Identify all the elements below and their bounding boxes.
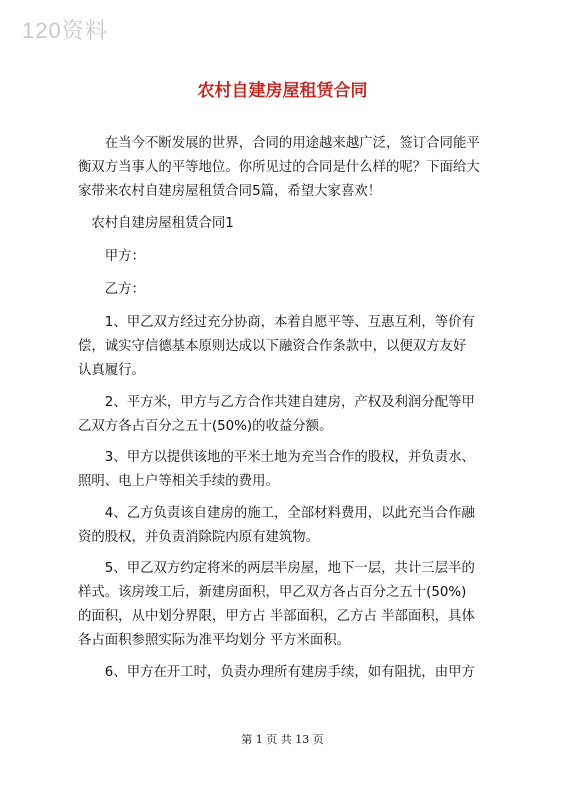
paragraph-line: 照明、电上户等相关手续的费用。 [78, 474, 279, 489]
page-number: 第 1 页 共 13 页 [241, 733, 324, 746]
watermark-logo: 120资料 [22, 18, 108, 43]
paragraph-line: 的面积，从中划分界限，甲方占 半部面积，乙方占 半部面积，具体 [78, 609, 475, 624]
paragraph-line: 甲方： [104, 249, 145, 264]
paragraph-line: 6、甲方在开工时，负责办理所有建房手续，如有阻扰，由甲方 [104, 664, 475, 680]
paragraph-line: 家带来农村自建房屋租赁合同5篇，希望大家喜欢！ [78, 184, 382, 199]
paragraph-line: 农村自建房屋租赁合同1 [91, 216, 234, 231]
paragraph-line: 在当今不断发展的世界，合同的用途越来越广泛，签订合同能平 [104, 136, 480, 151]
paragraph-line: 偿，诚实守信德基本原则达成以下融资合作条款中，以便双方友好 [78, 339, 467, 354]
paragraph-line: 认真履行。 [78, 363, 145, 378]
document-title: 农村自建房屋租赁合同 [197, 81, 368, 101]
document-body [78, 132, 490, 692]
paragraph-line: 样式。该房竣工后，新建房面积，甲乙双方各占百分之五十(50%) [78, 585, 467, 600]
paragraph-line: 衡双方当事人的平等地位。你所见过的合同是什么样的呢？下面给大 [78, 160, 480, 175]
paragraph-line: 1、甲乙双方经过充分协商，本着自愿平等、互惠互利，等价有 [104, 315, 475, 330]
paragraph-line: 乙方： [104, 282, 145, 297]
paragraph-line: 各占面积参照实际为准平均划分 平方米面积。 [78, 633, 351, 648]
paragraph-line: 2、平方米，甲方与乙方合作共建自建房，产权及利润分配等甲 [104, 394, 475, 410]
paragraph-line: 乙双方各占百分之五十(50%)的收益分额。 [78, 418, 333, 434]
paragraph-line: 5、甲乙双方约定将米的两层半房屋，地下一层，共计三层半的 [104, 561, 475, 576]
paragraph-line: 资的股权，并负责消除院内原有建筑物。 [78, 529, 320, 545]
paragraph-line: 4、乙方负责该自建房的施工，全部材料费用，以此充当合作融 [104, 505, 475, 521]
paragraph-line: 3、甲方以提供该地的平米土地为充当合作的股权，并负责水、 [104, 450, 475, 465]
